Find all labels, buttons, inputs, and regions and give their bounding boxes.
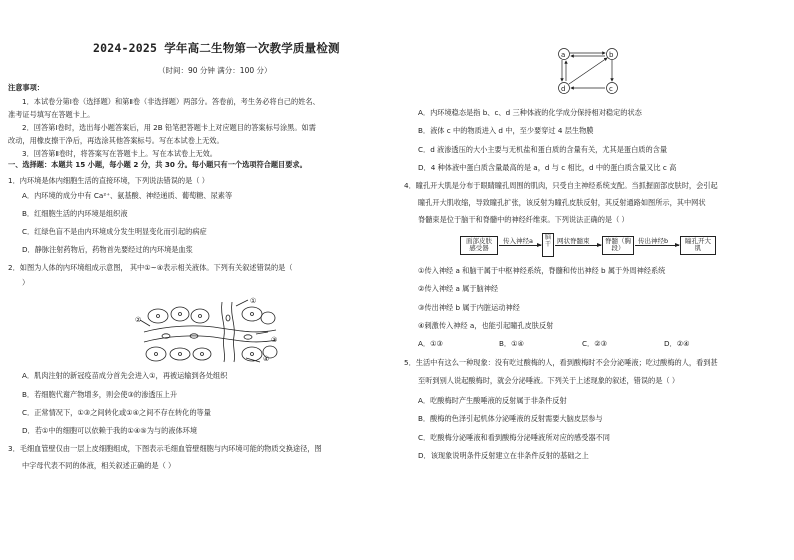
q4-option-a: A．①③ [418, 339, 443, 348]
page-title: 2024-2025 学年高二生物第一次教学质量检测 [93, 41, 340, 55]
q4-stem-cont: 脊髓束是位于脑干和脊髓中的神经纤维束。下列说法正确的是（ ） [418, 215, 629, 224]
node-b: b [609, 51, 614, 59]
note-line: 1．本试卷分第Ⅰ卷（选择题）和第Ⅱ卷（非选择题）两部分。答卷前，考生务必将自己的姓名、 [22, 97, 320, 106]
page-subtitle: （时间：90 分钟 满分：100 分） [158, 66, 272, 75]
q4-option-d: D．②④ [664, 339, 690, 348]
flow-box-spinal: 脊髓（胸段） [602, 236, 634, 255]
q3-option-d: D．4 种体液中蛋白质含量最高的是 a，d 与 c 相比，d 中的蛋白质含量又比 c 高 [418, 163, 677, 172]
q5-option-a: A．吃酸梅时产生酸唾液的反射属于非条件反射 [418, 396, 567, 405]
q1-stem: 1．内环境是体内细胞生活的直接环境，下列说法错误的是（ ） [8, 176, 209, 185]
q1-option-d: D．静脉注射药物后，药物首先要经过的内环境是血浆 [22, 245, 193, 254]
flow-box-muscle: 瞳孔开大肌 [680, 236, 716, 255]
q5-option-b: B．酸梅的色泽引起机体分泌唾液的反射需要大脑皮层参与 [418, 414, 603, 423]
label-2: ② [135, 316, 142, 324]
q2-option-a: A．肌肉注射的新冠疫苗成分首先会进入①，再被运输到各处组织 [22, 371, 228, 380]
q2-stem: 2．如图为人体的内环境组成示意图， 其中①~④表示相关液体。下列有关叙述错误的是（ [8, 263, 293, 272]
q4-statement-4: ④刺激传入神经 a，也能引起瞳孔皮肤反射 [418, 321, 554, 330]
q3-stem: 3．毛细血管壁仅由一层上皮细胞组成，下图表示毛细血管壁细胞与内环境可能的物质交换途径，图 [8, 444, 322, 453]
flow-label-afferent: 传入神经a [503, 237, 533, 245]
flow-arrow [499, 245, 541, 246]
q4-stem: 4．瞳孔开大肌是分布于眼睛瞳孔周围的肌肉，只受自主神经系统支配。当抓握面部皮肤时，会引起 [404, 181, 718, 190]
q3-stem-cont: 中字母代表不同的体液，相关叙述正确的是（ ） [22, 461, 176, 470]
flow-label-efferent: 传出神经b [638, 237, 669, 245]
q2-option-c: C．正常情况下，①③之间转化或①④之间不存在转化的等量 [22, 408, 211, 417]
q3-option-a: A．内环境稳态是指 b、c、d 三种体液的化学成分保持相对稳定的状态 [418, 108, 642, 117]
q4-statement-2: ②传入神经 a 属于脑神经 [418, 284, 499, 293]
q4-stem-cont: 瞳孔开大肌收缩，导致瞳孔扩张，该反射为瞳孔皮肤反射，其反射通路如图所示，其中网状 [418, 198, 706, 207]
flow-box-brainstem: 脑干 [542, 233, 554, 257]
q4-statement-3: ③传出神经 b 属于内脏运动神经 [418, 303, 520, 312]
label-4: ④ [263, 355, 270, 363]
q5-option-c: C．吃酸梅分泌唾液和看到酸梅分泌唾液所对应的感受器不同 [418, 433, 610, 442]
q1-option-c: C．红绿色盲不是由内环境成分发生明显变化而引起的病症 [22, 227, 207, 236]
q2-option-d: D．若①中的细胞可以依赖于我的①④⑤为与的液体环境 [22, 426, 198, 435]
q2-option-b: B．若细胞代谢产物增多，则会使③的渗透压上升 [22, 390, 178, 399]
flow-label-tract: 网状脊髓束 [557, 237, 590, 245]
q3-option-c: C．d 液渗透压的大小主要与无机盐和蛋白质的含量有关，尤其是蛋白质的含量 [418, 145, 668, 154]
note-line: 改动，用橡皮擦干净后，再选涂其他答案标号。写在本试卷上无效。 [8, 136, 224, 145]
flow-arrow [555, 245, 601, 246]
node-d: d [561, 85, 566, 93]
flow-arrow [635, 245, 679, 246]
note-line: 2．回答第Ⅰ卷时，选出每小题答案后，用 2B 铅笔把答题卡上对应题目的答案标号涂黑。如需 [22, 123, 316, 132]
q4-option-c: C．②③ [582, 339, 608, 348]
q5-stem: 5．生活中有这么一种现象：没有吃过酸梅的人，看到酸梅时不会分泌唾液；吃过酸梅的人，看到甚 [404, 358, 718, 367]
q4-statement-1: ①传入神经 a 和脑干属于中枢神经系统，脊髓和传出神经 b 属于外周神经系统 [418, 266, 666, 275]
tissue-diagram [136, 296, 281, 364]
q1-option-b: B．红细胞生活的内环境是组织液 [22, 209, 128, 218]
note-line: 3．回答第Ⅱ卷时，将答案写在答题卡上。写在本试卷上无效。 [22, 149, 217, 158]
node-c: c [609, 85, 613, 93]
q4-option-b: B．①④ [499, 339, 525, 348]
label-3: ③ [271, 336, 278, 344]
section-heading: 一、选择题：本题共 15 小题，每小题 2 分，共 30 分。每小题只有一个选项符合题目要求。 [8, 160, 307, 169]
notes-heading: 注意事项： [8, 83, 44, 92]
node-a: a [561, 51, 566, 59]
q3-option-b: B．液体 c 中的物质进入 d 中，至少要穿过 4 层生物膜 [418, 126, 594, 135]
label-1: ① [250, 297, 257, 305]
note-line: 准考证号填写在答题卡上。 [8, 110, 95, 119]
flow-box-receptor: 面部皮肤感受器 [460, 236, 498, 255]
q5-option-d: D．该现象说明条件反射建立在非条件反射的基础之上 [418, 451, 589, 460]
q1-option-a: A．内环境的成分中有 Ca²⁺、氨基酸、神经递质、葡萄糖、尿素等 [22, 191, 233, 200]
q5-stem-cont: 至听到别人说起酸梅时，就会分泌唾液。下列关于上述现象的叙述，错误的是（ ） [418, 376, 680, 385]
q2-stem-cont: ） [22, 278, 30, 287]
